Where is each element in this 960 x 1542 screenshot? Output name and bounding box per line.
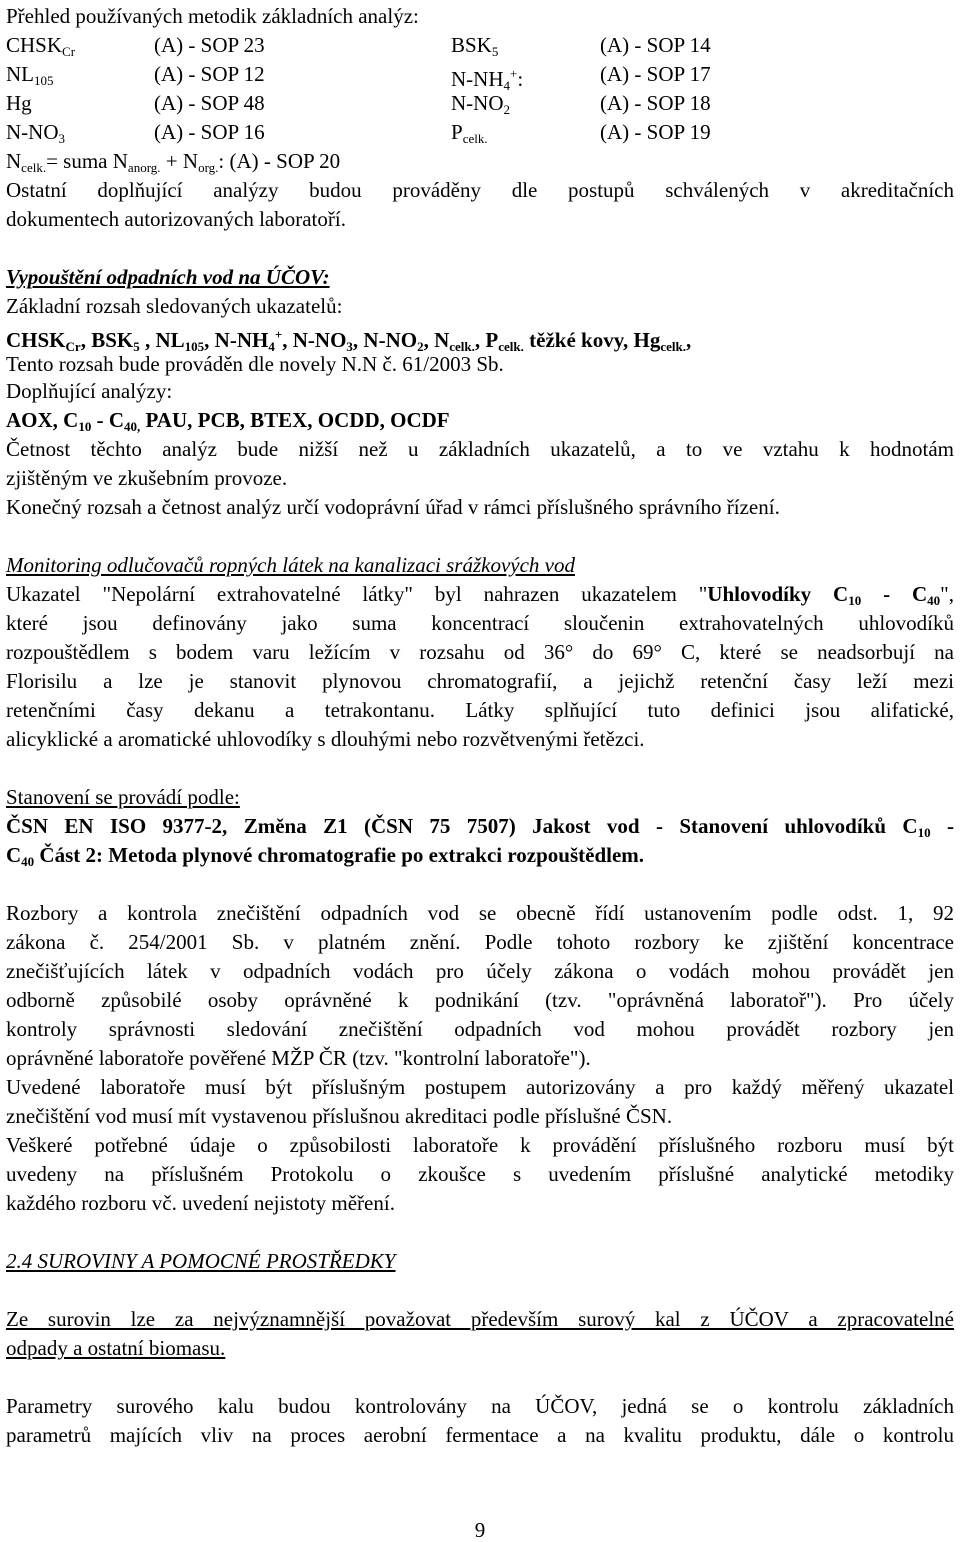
method-nno3-sop: (A) - SOP 16 (154, 120, 265, 144)
section-title-monitoring: Monitoring odlučovačů ropných látek na kanalizaci srážkových vod (6, 553, 575, 577)
monitoring-line: rozpouštědlem s bodem varu ležícím v rozsahu od 36° do 69° C, které se neadsorbují na (6, 640, 954, 664)
data-line: každého rozboru vč. uvedení nejistoty měření. (6, 1191, 395, 1215)
frequency-line: Četnost těchto analýz bude nižší než u základních ukazatelů, a to ve vztahu k hodnotám (6, 437, 954, 461)
analysis-line: Rozbory a kontrola znečištění odpadních vod se obecně řídí ustanovením podle odst. 1, 92 (6, 901, 954, 925)
method-nnh4-sop: (A) - SOP 17 (600, 62, 711, 86)
method-nno2-name: $N-NO_2$ (451, 91, 510, 117)
analysis-line: oprávněné laboratoře pověřené MŽP ČR (tzv. "kontrolní laboratoře"). (6, 1046, 591, 1070)
basic-indicators: $CHSK_{Cr}$, $BSK_5$ , $NL_{105}$, $N-NH_4^+$, $N-NO_3$, $N-NO_2$, $N_{celk.}$, $P_{celk.}$ těžké kovy, $Hg_{celk.}$, (6, 327, 692, 354)
parameters-line: Parametry surového kalu budou kontrolovány na ÚČOV, jedná se o kontrolu základních (6, 1394, 954, 1418)
method-ncelk-row: $N_{celk.}=$ suma $N_{anorg.} + N_{org.}$: (A) - SOP 20 (6, 149, 341, 175)
supplementary-label: Doplňující analýzy: (6, 379, 173, 403)
method-nl-sop: (A) - SOP 12 (154, 62, 265, 86)
analysis-line: zákona č. 254/2001 Sb. v platném znění. Podle tohoto rozbory ke zjištění koncentrace (6, 930, 954, 954)
labs-line: znečištění vod musí mít vystavenou příslušnou akreditaci podle příslušné ČSN. (6, 1104, 673, 1128)
method-nno3-name: $N-NO_3$ (6, 120, 65, 146)
methods-heading: Přehled používaných metodik základních analýz: (6, 4, 419, 28)
monitoring-line: retenčními časy dekanu a tetrakontanu. Látky splňující tuto definici jsou alifatické, (6, 698, 954, 722)
data-line: Veškeré potřebné údaje o způsobilosti laboratoře k provádění příslušného rozboru musí být (6, 1133, 954, 1157)
page-number: 9 (474, 1518, 486, 1542)
other-analyses-line: Ostatní doplňující analýzy budou prováděny dle postupů schválených v akreditačních (6, 178, 954, 202)
method-pcelk-name: $P_{celk.}$ (451, 120, 488, 146)
section-title-standard: Stanovení se provádí podle: (6, 785, 240, 809)
supplementary-indicators: AOX, $C_{10} - C_{40,}$ PAU, PCB, BTEX, OCDD, OCDF (6, 408, 450, 434)
method-hg-sop: (A) - SOP 48 (154, 91, 265, 115)
novela-line: Tento rozsah bude prováděn dle novely N.N č. 61/2003 Sb. (6, 352, 504, 376)
method-bsk-sop: (A) - SOP 14 (600, 33, 711, 57)
method-pcelk-sop: (A) - SOP 19 (600, 120, 711, 144)
analysis-line: znečišťujících látek v odpadních vodách pro účely zákona o vodách mohou provádět jen (6, 959, 954, 983)
final-scope-line: Konečný rozsah a četnost analýz určí vodoprávní úřad v rámci příslušného správního řízení. (6, 495, 780, 519)
method-nnh4-name: $N-NH_4^+$: (451, 66, 524, 93)
monitoring-line: které jsou definovány jako suma koncentrací sloučenin extrahovatelných uhlovodíků (6, 611, 954, 635)
method-chsk-sop: (A) - SOP 23 (154, 33, 265, 57)
monitoring-line: Ukazatel "Nepolární extrahovatelné látky" byl nahrazen ukazatelem "Uhlovodíky $C_{10} - C_{40}$", (6, 582, 954, 608)
analysis-line: odborně způsobilé osoby oprávněné k podnikání (tzv. "oprávněná laboratoř"). Pro účely (6, 988, 954, 1012)
standard-line: ČSN EN ISO 9377-2, Změna Z1 (ČSN 75 7507) Jakost vod - Stanovení uhlovodíků $C_{10}$ - (6, 814, 954, 840)
raw-materials-line: odpady a ostatní biomasu. (6, 1336, 226, 1360)
analysis-line: kontroly správnosti sledování znečištění odpadních vod mohou provádět rozbory jen (6, 1017, 954, 1041)
data-line: uvedeny na příslušném Protokolu o zkoušce s uvedením příslušné analytické metodiky (6, 1162, 954, 1186)
section-title-raw-materials: 2.4 SUROVINY A POMOCNÉ PROSTŘEDKY (6, 1249, 396, 1273)
method-bsk-name: $BSK_5$ (451, 33, 499, 59)
basic-range-label: Základní rozsah sledovaných ukazatelů: (6, 294, 343, 318)
method-nl-name: $NL_{105}$ (6, 62, 54, 88)
method-nno2-sop: (A) - SOP 18 (600, 91, 711, 115)
other-analyses-line: dokumentech autorizovaných laboratoří. (6, 207, 346, 231)
labs-line: Uvedené laboratoře musí být příslušným postupem autorizovány a pro každý měřený ukazatel (6, 1075, 954, 1099)
frequency-line: zjištěným ve zkušebním provoze. (6, 466, 288, 490)
parameters-line: parametrů majících vliv na proces aerobní fermentace a na kvalitu produktu, dále o kontrolu (6, 1423, 954, 1447)
method-hg-name: Hg (6, 91, 32, 115)
method-chsk-name: $CHSK_{Cr}$ (6, 33, 76, 59)
monitoring-line: Florisilu a lze je stanovit plynovou chromatografií, a jejichž retenční časy leží mezi (6, 669, 954, 693)
raw-materials-line: Ze surovin lze za nejvýznamnější považovat především surový kal z ÚČOV a zpracovatelné (6, 1307, 954, 1331)
section-title-discharge: Vypouštění odpadních vod na ÚČOV: (6, 265, 330, 289)
standard-line: $C_{40}$ Část 2: Metoda plynové chromatografie po extrakci rozpouštědlem. (6, 843, 645, 869)
monitoring-line: alicyklické a aromatické uhlovodíky s dlouhými nebo rozvětvenými řetězci. (6, 727, 645, 751)
